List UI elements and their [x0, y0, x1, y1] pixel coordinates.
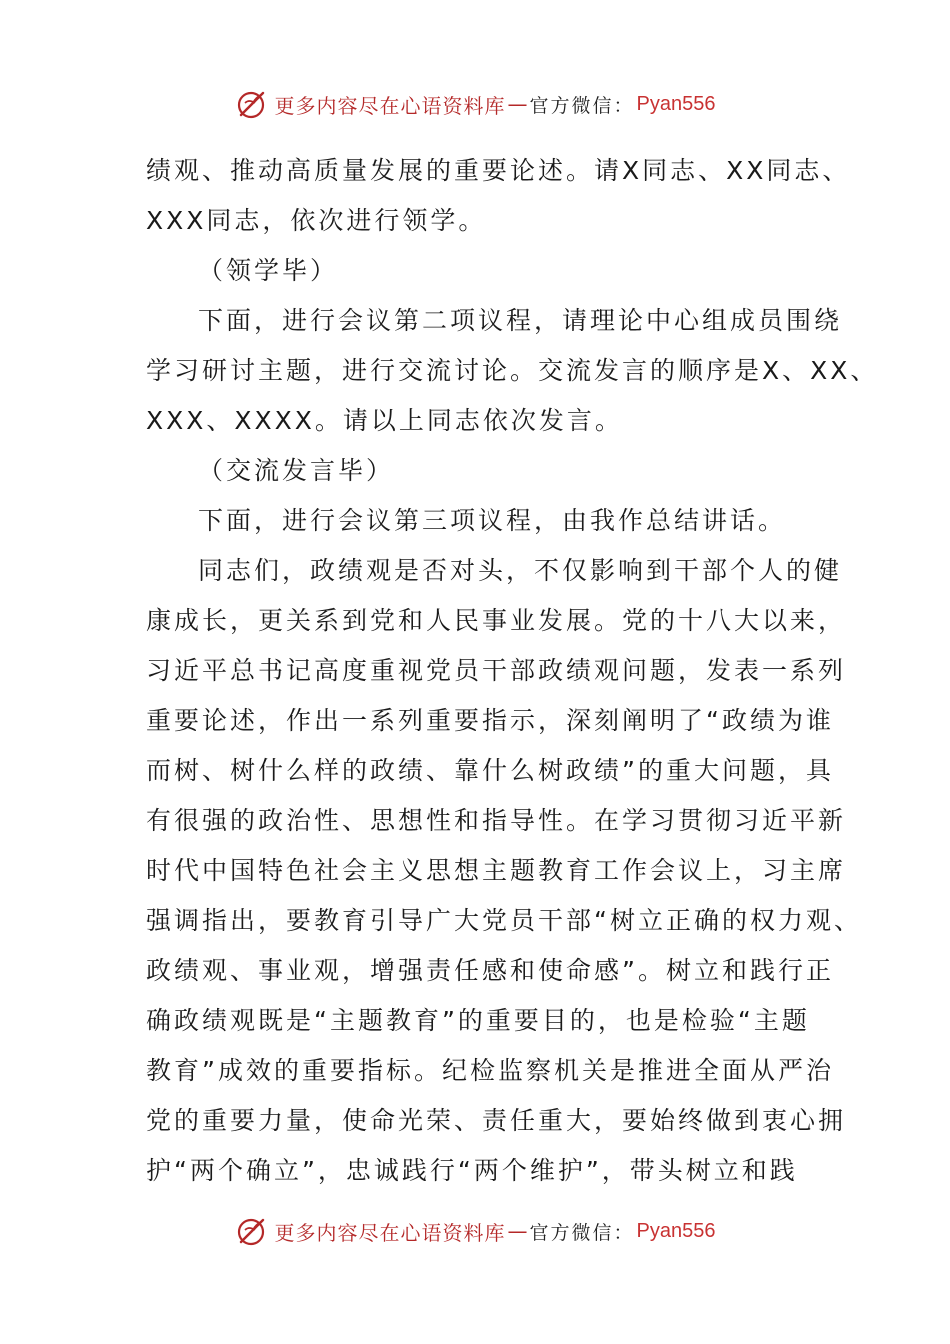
banner-separator: —	[507, 92, 528, 116]
banner-separator: —	[507, 1219, 528, 1243]
quill-logo-icon	[235, 87, 269, 121]
body-line: 下面，进行会议第三项议程，由我作总结讲话。	[198, 506, 787, 535]
body-line: （领学毕）	[198, 256, 339, 285]
banner-brand-text: 更多内容尽在心语资料库	[274, 1220, 506, 1245]
banner-brand-text: 更多内容尽在心语资料库	[274, 93, 506, 118]
banner-wechat-label: 官方微信：	[529, 1221, 635, 1244]
body-line: 同志们，政绩观是否对头，不仅影响到干部个人的健	[198, 556, 843, 585]
body-line: 习近平总书记高度重视党员干部政绩观问题，发表一系列	[146, 656, 847, 685]
body-line: 康成长，更关系到党和人民事业发展。党的十八大以来，	[146, 606, 847, 635]
body-line: 时代中国特色社会主义思想主题教育工作会议上，习主席	[146, 856, 847, 885]
body-line: 党的重要力量，使命光荣、责任重大，要始终做到衷心拥	[146, 1106, 847, 1135]
body-line: 确政绩观既是“主题教育”的重要目的，也是检验“主题	[146, 1006, 810, 1035]
header-banner	[0, 84, 950, 124]
body-line: 有很强的政治性、思想性和指导性。在学习贯彻习近平新	[146, 806, 847, 835]
body-line: 下面，进行会议第二项议程，请理论中心组成员围绕	[198, 306, 843, 335]
body-line: XXX同志，依次进行领学。	[146, 206, 487, 235]
body-line: 教育”成效的重要指标。纪检监察机关是推进全面从严治	[146, 1056, 834, 1085]
body-line: 政绩观、事业观，增强责任感和使命感”。树立和践行正	[146, 956, 834, 985]
body-line: （交流发言毕）	[198, 456, 395, 485]
quill-logo-icon	[235, 1214, 269, 1248]
banner-wechat-id: Pyan556	[636, 92, 716, 115]
body-line: 强调指出，要教育引导广大党员干部“树立正确的权力观、	[146, 906, 862, 935]
body-line: 学习研讨主题，进行交流讨论。交流发言的顺序是X、XX、	[146, 356, 879, 385]
body-line: 绩观、推动高质量发展的重要论述。请X同志、XX同志、	[146, 156, 851, 185]
banner-wechat-id: Pyan556	[636, 1219, 716, 1242]
body-line: 重要论述，作出一系列重要指示，深刻阐明了“政绩为谁	[146, 706, 834, 735]
body-line: XXX、XXXX。请以上同志依次发言。	[146, 406, 623, 435]
document-body	[146, 146, 879, 1196]
body-line: 而树、树什么样的政绩、靠什么树政绩”的重大问题，具	[146, 756, 834, 785]
banner-wechat-label: 官方微信：	[529, 94, 635, 117]
footer-banner	[0, 1211, 950, 1251]
body-line: 护“两个确立”，忠诚践行“两个维护”，带头树立和践	[146, 1156, 798, 1185]
